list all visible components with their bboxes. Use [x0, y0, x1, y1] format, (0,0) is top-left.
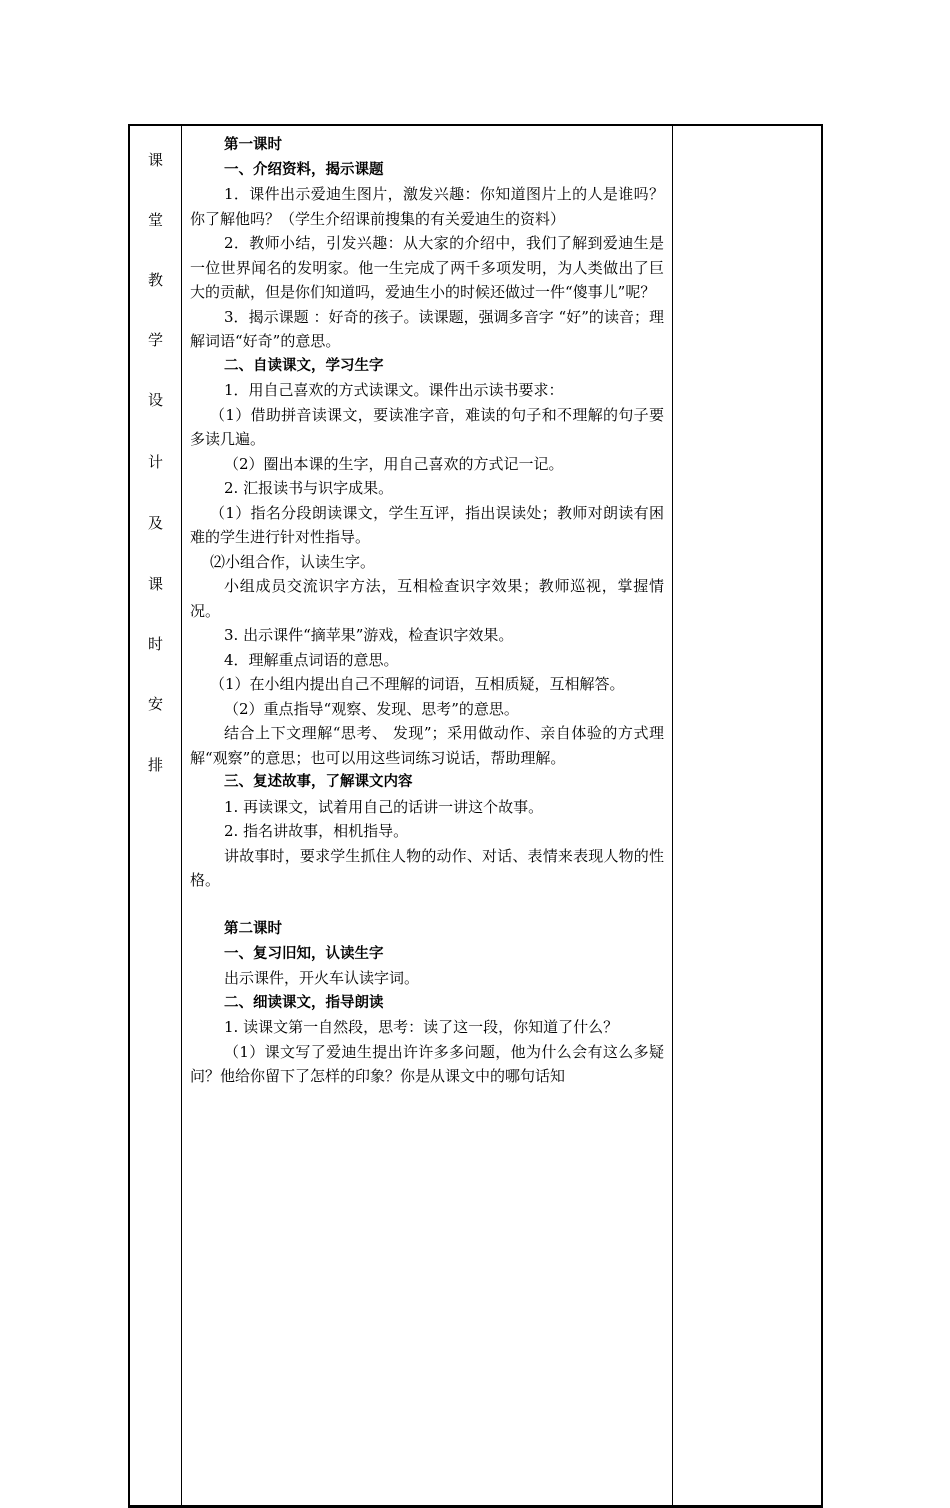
label-char: 及 [147, 514, 163, 532]
label-char: 教 [147, 271, 163, 289]
section-label [130, 126, 181, 1505]
section-heading: 三、复述故事，了解课文内容 [224, 774, 413, 790]
paragraph: （1）指名分段朗读课文，学生互评，指出误读处；教师对朗读有困难的学生进行针对性指导。 [190, 503, 664, 546]
section-heading: 二、细读课文，指导朗读 [224, 994, 384, 1011]
paragraph: 讲故事时，要求学生抓住人物的动作、对话、表情来表现人物的性格。 [190, 846, 664, 889]
paragraph: 1．用自己喜欢的方式读课文。课件出示读书要求： [224, 381, 564, 399]
section-heading: 二、自读课文，学习生字 [224, 357, 384, 374]
paragraph: 4．理解重点词语的意思。 [224, 650, 399, 669]
lesson-content [190, 133, 664, 1089]
paragraph: （1）课文写了爱迪生提出许许多多问题，他为什么会有这么多疑问？他给你留下了怎样的印象？你是从课文中的哪句话知 [190, 1042, 664, 1085]
section-heading: 一、复习旧知，认读生字 [224, 945, 384, 962]
label-char: 排 [147, 756, 163, 774]
paragraph: （2）重点指导“观察、发现、思考”的意思。 [224, 699, 519, 718]
paragraph: 3. 出示课件“摘苹果”游戏，检查识字效果。 [224, 626, 514, 644]
lesson-title: 第二课时 [224, 921, 282, 937]
label-char: 堂 [147, 211, 163, 229]
section-heading: 一、介绍资料，揭示课题 [224, 161, 384, 178]
paragraph: 2．教师小结，引发兴趣：从大家的介绍中，我们了解到爱迪生是一位世界闻名的发明家。他一生完成了两千多项发明，为人类做出了巨大的贡献，但是你们知道吗，爱迪生小的时候还做过一件“傻事儿”呢？ [190, 234, 664, 301]
lesson-title: 第一课时 [224, 137, 282, 153]
paragraph: 小组成员交流识字方法，互相检查识字效果；教师巡视，掌握情况。 [190, 577, 664, 620]
label-char: 时 [147, 635, 163, 653]
paragraph: 2. 指名讲故事，相机指导。 [224, 822, 409, 840]
paragraph: 1．课件出示爱迪生图片，激发兴趣：你知道图片上的人是谁吗？你了解他吗？（学生介绍课前搜集的有关爱迪生的资料） [190, 185, 664, 228]
notes-column [673, 126, 821, 1505]
paragraph: （1）借助拼音读课文，要读准字音，难读的句子和不理解的句子要多读几遍。 [190, 405, 664, 448]
paragraph: 出示课件，开火车认读字词。 [224, 969, 420, 987]
paragraph: 结合上下文理解“思考、 发现”；采用做动作、亲自体验的方式理解“观察”的意思；也可以用这些词练习说话，帮助理解。 [190, 724, 664, 767]
spacer [190, 893, 664, 918]
label-char: 计 [147, 453, 163, 471]
column-divider [181, 126, 182, 1505]
paragraph: （1）在小组内提出自己不理解的词语，互相质疑，互相解答。 [210, 675, 625, 693]
paragraph: 3．揭示课题 ：好奇的孩子。读课题，强调多音字 “好”的读音；理解词语“好奇”的意思。 [190, 307, 664, 350]
label-char: 学 [147, 331, 163, 349]
paragraph: 1. 再读课文，试着用自己的话讲一讲这个故事。 [224, 797, 544, 816]
label-char: 安 [147, 695, 163, 713]
label-char: 课 [147, 575, 163, 593]
paragraph: ⑵小组合作，认读生字。 [210, 552, 376, 571]
label-char: 设 [147, 391, 163, 409]
paragraph: （2）圈出本课的生字，用自己喜欢的方式记一记。 [224, 454, 564, 473]
lesson-plan-table [128, 124, 823, 1508]
paragraph: 1. 读课文第一自然段，思考：读了这一段，你知道了什么？ [224, 1018, 619, 1036]
paragraph: 2. 汇报读书与识字成果。 [224, 479, 394, 497]
label-char: 课 [147, 151, 163, 169]
